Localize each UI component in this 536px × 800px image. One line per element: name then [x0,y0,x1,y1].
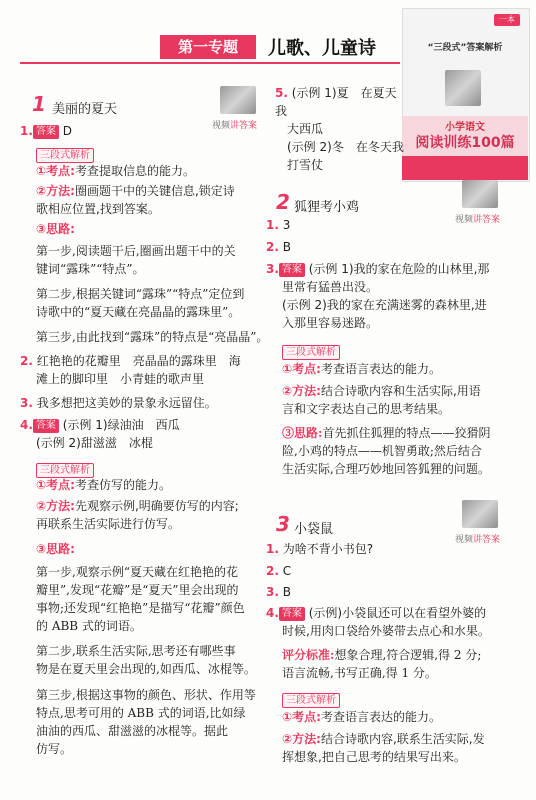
s2-answer-2: 2. B [266,240,291,254]
s1-kaodian-2: ①考点:考查仿写的能力。 [36,478,171,492]
section-title: 美丽的夏天 [52,102,118,117]
s1-answer-4: 4. 答案 (示例 1)绿油油 西瓜 (示例 2)甜滋滋 冰棍 [20,418,180,450]
s1-step3: 第三步,由此找到“露珠”的特点是“亮晶晶”。 [36,330,269,344]
section-number: 3 [276,512,290,536]
analysis-tag: 三段式解析 [36,143,94,163]
s3-answer-3: 3. B [266,585,291,599]
s3-score: 评分标准:想象合理,符合逻辑,得 2 分; 语言流畅,书写正确,得 1 分。 [282,648,482,680]
video-label[interactable]: 视频讲答案 [455,535,501,545]
analysis-tag: 三段式解析 [282,340,340,360]
s3-fangfa: ②方法:结合诗歌内容,联系生活实际,发 挥想象,把自己思考的结果写出来。 [282,732,485,764]
video-qr[interactable] [220,86,256,114]
analysis-tag-2: 三段式解析 [36,458,94,478]
s1-r-step3: 第三步,根据这事物的颜色、形状、作用等 特点,思考可用的 ABB 式的词语,比如绿 油油的西瓜、甜滋滋的冰棍等。据此 仿写。 [36,688,256,756]
s3-answer-4: 4. 答案 (示例)小袋鼠还可以在看望外婆的 时候,用肉口袋给外婆带去点心和水果。 [266,606,490,638]
s3-answer-2: 2. C [266,564,292,578]
s1-kaodian: ①考点:考查提取信息的能力。 [36,164,195,178]
s1-answer-1: 1. 答案 D [20,124,72,138]
book-footer-band [402,156,528,180]
video-qr[interactable] [462,500,498,528]
s2-fangfa: ②方法:结合诗歌内容和生活实际,用语 言和文字表达自己的思考结果。 [282,384,481,416]
book-title-line1: 小学语文 [445,122,485,133]
s2-answer-1: 1. 3 [266,218,291,232]
s1-answer-2: 2. 红艳艳的花瓣里 亮晶晶的露珠里 海 滩上的脚印里 小青蛙的歌声里 [20,354,241,386]
s1-silu-label: ③思路: [36,222,75,236]
s3-answer-1: 1. 为啥不背小书包? [266,542,374,556]
s2-silu: ③思路:首先抓住狐狸的特点——狡猾阴 险,小鸡的特点——机智勇敢;然后结合 生活实际,合理巧妙地回答狐狸的问题。 [282,426,491,476]
s1-step1: 第一步,阅读题干后,圈画出题干中的关 键词“露珠”“特点”。 [36,244,236,276]
section-title: 狐狸考小鸡 [294,200,360,215]
s1-r-step1: 第一步,观察示例“夏天藏在红艳艳的花 瓣里”,发现“花瓣”是“夏天”里会出现的 事物;还发现“红艳艳”是描写“花瓣”颜色 的 ABB 式的词语。 [36,565,245,633]
s1-answer-3: 3. 我多想把这美妙的景象永远留住。 [20,396,217,410]
s2-kaodian: ①考点:考查语言表达的能力。 [282,362,441,376]
topic-title: 儿歌、儿童诗 [268,38,376,59]
section-title: 小袋鼠 [294,522,334,537]
s3-kaodian: ①考点:考查语言表达的能力。 [282,710,441,724]
book-title-line2: 阅读训练100篇 [415,135,515,151]
topic-label: 第一专题 [160,35,256,59]
video-label[interactable]: 视频讲答案 [455,215,501,225]
s1-silu-label-2: ③思路: [36,542,75,556]
qr-code [445,70,481,106]
video-label[interactable]: 视频讲答案 [212,121,258,131]
analysis-tag: 三段式解析 [282,688,340,708]
video-qr[interactable] [462,180,498,208]
section-number: 1 [32,92,46,116]
s1-fangfa-block: ②方法:先观察示例,明确要仿写的内容; 再联系生活实际进行仿写。 [36,499,239,531]
s1-step2: 第二步,根据关键词“露珠”“特点”定位到 诗歌中的“夏天藏在亮晶晶的露珠里”。 [36,287,245,319]
book-badge: 一本 [494,14,520,26]
header-divider [20,62,400,64]
s1-r-step2: 第二步,联系生活实际,思考还有哪些事 物是在夏天里会出现的,如西瓜、冰棍等。 [36,644,256,676]
s1-answer-5: 5. (示例 1)夏 在夏天我 大西瓜 (示例 2)冬 在冬天我 打雪仗 [275,86,404,172]
book-subtitle: “三段式”答案解析 [427,43,503,53]
s1-fangfa-2: 歌相应位置,找到答案。 [36,202,160,216]
section-number: 2 [276,190,290,214]
s1-fangfa: ②方法:圈画题干中的关键信息,锁定诗 [36,184,235,198]
s2-answer-3: 3. 答案 (示例 1)我的家在危险的山林里,那 里常有猛兽出没。 (示例 2)我的家在充满迷雾的森林里,进 入那里容易迷路。 [266,262,490,330]
